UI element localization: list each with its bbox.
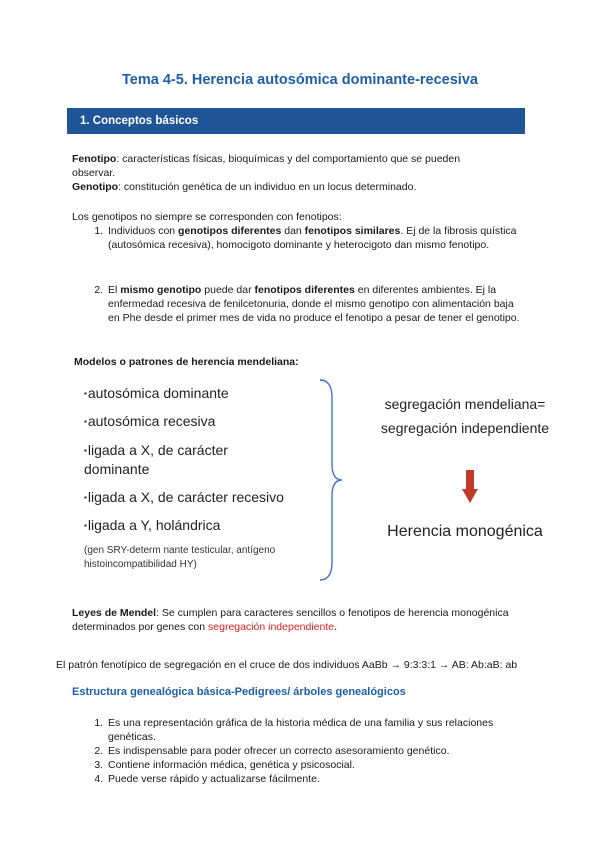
down-arrow-icon [462, 470, 478, 504]
pedigree-item: 4. Puede verse rápido y actualizarse fácilmente. [106, 772, 522, 786]
pedigree-list [76, 716, 522, 786]
model-note: (gen SRY-determ nante testicular, antígeno histoincompatibilidad HY) [84, 545, 276, 570]
genotipo-text: : constitución genética de un individuo en un locus determinado. [118, 181, 417, 193]
pedigree-item: 1. Es una representación gráfica de la historia médica de una familia y sus relaciones genéticas. [106, 716, 522, 744]
section-header: 1. Conceptos básicos [67, 108, 525, 134]
pedigree-item: 3. Contiene información médica, genética y psicosocial. [106, 758, 522, 772]
mendel-term: Leyes de Mendel [72, 607, 157, 619]
model-item-2: ▪autosómica recesiva [84, 413, 216, 429]
pedigree-items [76, 716, 522, 786]
fenotipo-text-2: observar. [72, 167, 116, 179]
model-item-3: ▪ligada a X, de carácter dominante [84, 442, 228, 477]
curly-brace-icon [314, 378, 344, 582]
point-1: 1. Individuos con genotipos diferentes dan fenotipos similares. Ej de la fibrosis quística (autosómica recesiva), homocigoto dominante y heterocigoto dan mismo fenotipo. [106, 224, 522, 252]
model-item-5: ▪ligada a Y, holándrica [84, 517, 221, 533]
fenotipo-term: Fenotipo [72, 153, 117, 165]
fenotipo-definition [72, 152, 522, 194]
genotype-list-2 [76, 283, 522, 325]
monogenic-result: Herencia monogénica [387, 523, 543, 540]
genotipo-term: Genotipo [72, 181, 119, 193]
genotype-points-2 [76, 283, 522, 325]
pedigree-heading: Estructura genealógica básica-Pedigrees/ árboles genealógicos [72, 686, 406, 698]
model-item-4: ▪ligada a X, de carácter recesivo [84, 489, 284, 505]
genotype-list [76, 224, 522, 252]
segregation-line-2: segregación independiente [380, 420, 550, 436]
intro-text: Los genotipos no siempre se corresponden con fenotipos: [72, 211, 342, 223]
segregation-pattern: El patrón fenotípico de segregación en el cruce de dos individuos AaBb → 9:3:3:1 → AB: Ab:aB: ab [56, 659, 518, 671]
pedigree-item: 2. Es indispensable para poder ofrecer un correcto asesoramiento genético. [106, 744, 522, 758]
mendel-laws: Leyes de Mendel: Se cumplen para caracteres sencillos o fenotipos de herencia monogénica determinados por genes con segregación independiente. [72, 607, 509, 633]
genotype-points [76, 224, 522, 252]
fenotipo-text: : características físicas, bioquímicas y del comportamiento que se pueden [116, 153, 461, 165]
mendel-highlight: segregación independiente [208, 621, 335, 633]
model-item-1: ▪autosómica dominante [84, 385, 229, 401]
page-title: Tema 4-5. Herencia autosómica dominante-recesiva [122, 72, 478, 88]
models-heading: Modelos o patrones de herencia mendeliana: [74, 356, 299, 368]
segregation-line-1: segregación mendeliana= [384, 396, 546, 412]
point-2: 2. El mismo genotipo puede dar fenotipos diferentes en diferentes ambientes. Ej la enfermedad recesiva de fenilcetonuria, donde el mismo genotipo con alimentación baja en Phe desde el primer mes de vida no produce el fenotipo a pesar de tener el genotipo. [106, 283, 522, 325]
